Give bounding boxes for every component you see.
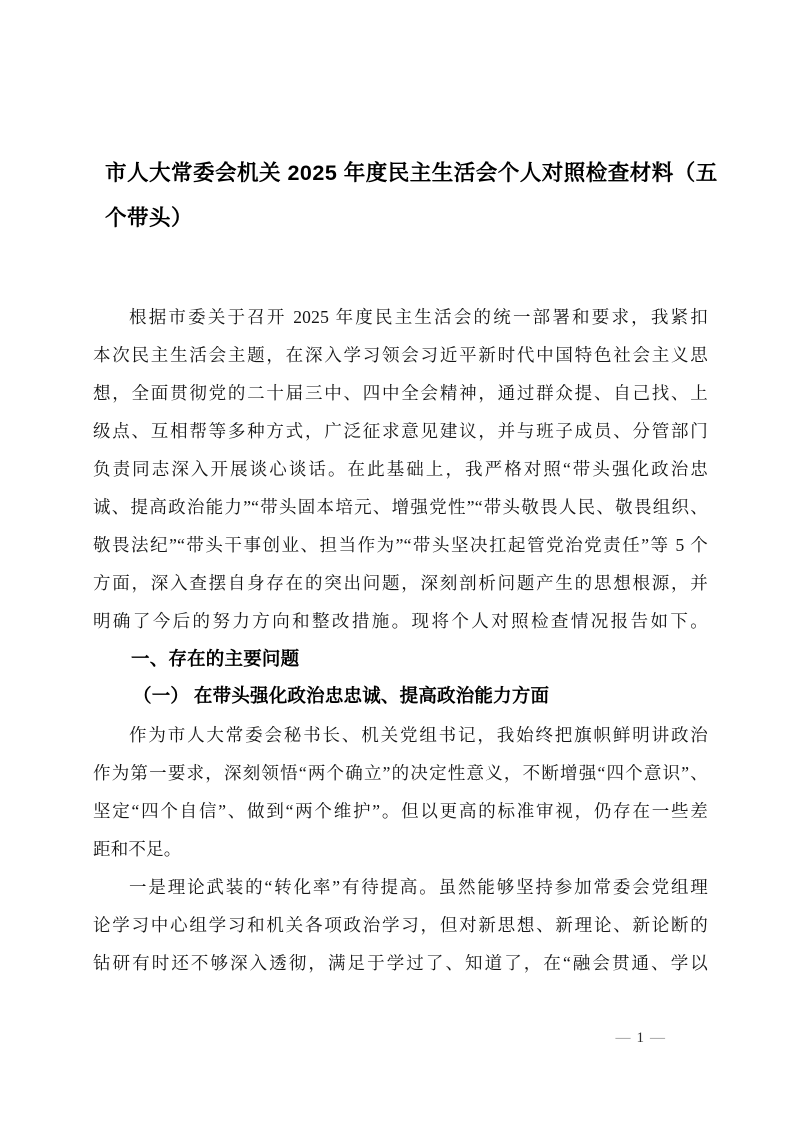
body-line: 坚定“四个自信”、做到“两个维护”。但以更高的标准审视，仍存在一些差: [93, 801, 708, 821]
body-line: 方面，深入查摆自身存在的突出问题，深刻剖析问题产生的思想根源，并: [93, 573, 708, 593]
page-number: [610, 1030, 672, 1047]
section-heading: 一、存在的主要问题: [131, 648, 300, 669]
document-body: [93, 298, 708, 982]
body-line: 级点、互相帮等多种方式，广泛征求意见建议，并与班子成员、分管部门: [93, 421, 708, 441]
body-line: 作为市人大常委会秘书长、机关党组书记，我始终把旗帜鲜明讲政治: [129, 725, 708, 745]
body-line: 想，全面贯彻党的二十届三中、四中全会精神，通过群众提、自己找、上: [93, 383, 708, 403]
title-line: 市人大常委会机关 2025 年度民主生活会个人对照检查材料（五: [105, 161, 718, 185]
title-line: 个带头）: [105, 206, 194, 230]
body-line: 距和不足。: [93, 839, 182, 859]
body-line: 明确了今后的努力方向和整改措施。现将个人对照检查情况报告如下。: [93, 611, 708, 631]
page-number-dash: —: [650, 1030, 665, 1046]
body-line: 一是理论武装的“转化率”有待提高。虽然能够坚持参加常委会党组理: [129, 877, 708, 897]
body-line: 诚、提高政治能力”“带头固本培元、增强党性”“带头敬畏人民、敬畏组织、: [93, 497, 708, 517]
body-line: 根据市委关于召开 2025 年度民主生活会的统一部署和要求，我紧扣: [129, 307, 708, 327]
body-line: 敬畏法纪”“带头干事创业、担当作为”“带头坚决扛起管党治党责任”等 5 个: [93, 535, 708, 555]
page-number-dash: —: [615, 1030, 631, 1046]
body-line: 论学习中心组学习和机关各项政治学习，但对新思想、新理论、新论断的: [93, 915, 708, 935]
body-line: 作为第一要求，深刻领悟“两个确立”的决定性意义，不断增强“四个意识”、: [93, 763, 708, 783]
document-title: [105, 151, 718, 241]
subsection-heading: （一） 在带头强化政治忠忠诚、提高政治能力方面: [133, 687, 550, 707]
body-line: 本次民主生活会主题，在深入学习领会习近平新时代中国特色社会主义思: [93, 345, 708, 365]
body-line: 负责同志深入开展谈心谈话。在此基础上，我严格对照“带头强化政治忠: [93, 459, 708, 479]
body-line: 钻研有时还不够深入透彻，满足于学过了、知道了，在“融会贯通、学以: [93, 953, 708, 973]
page-number-value: 1: [636, 1030, 644, 1046]
